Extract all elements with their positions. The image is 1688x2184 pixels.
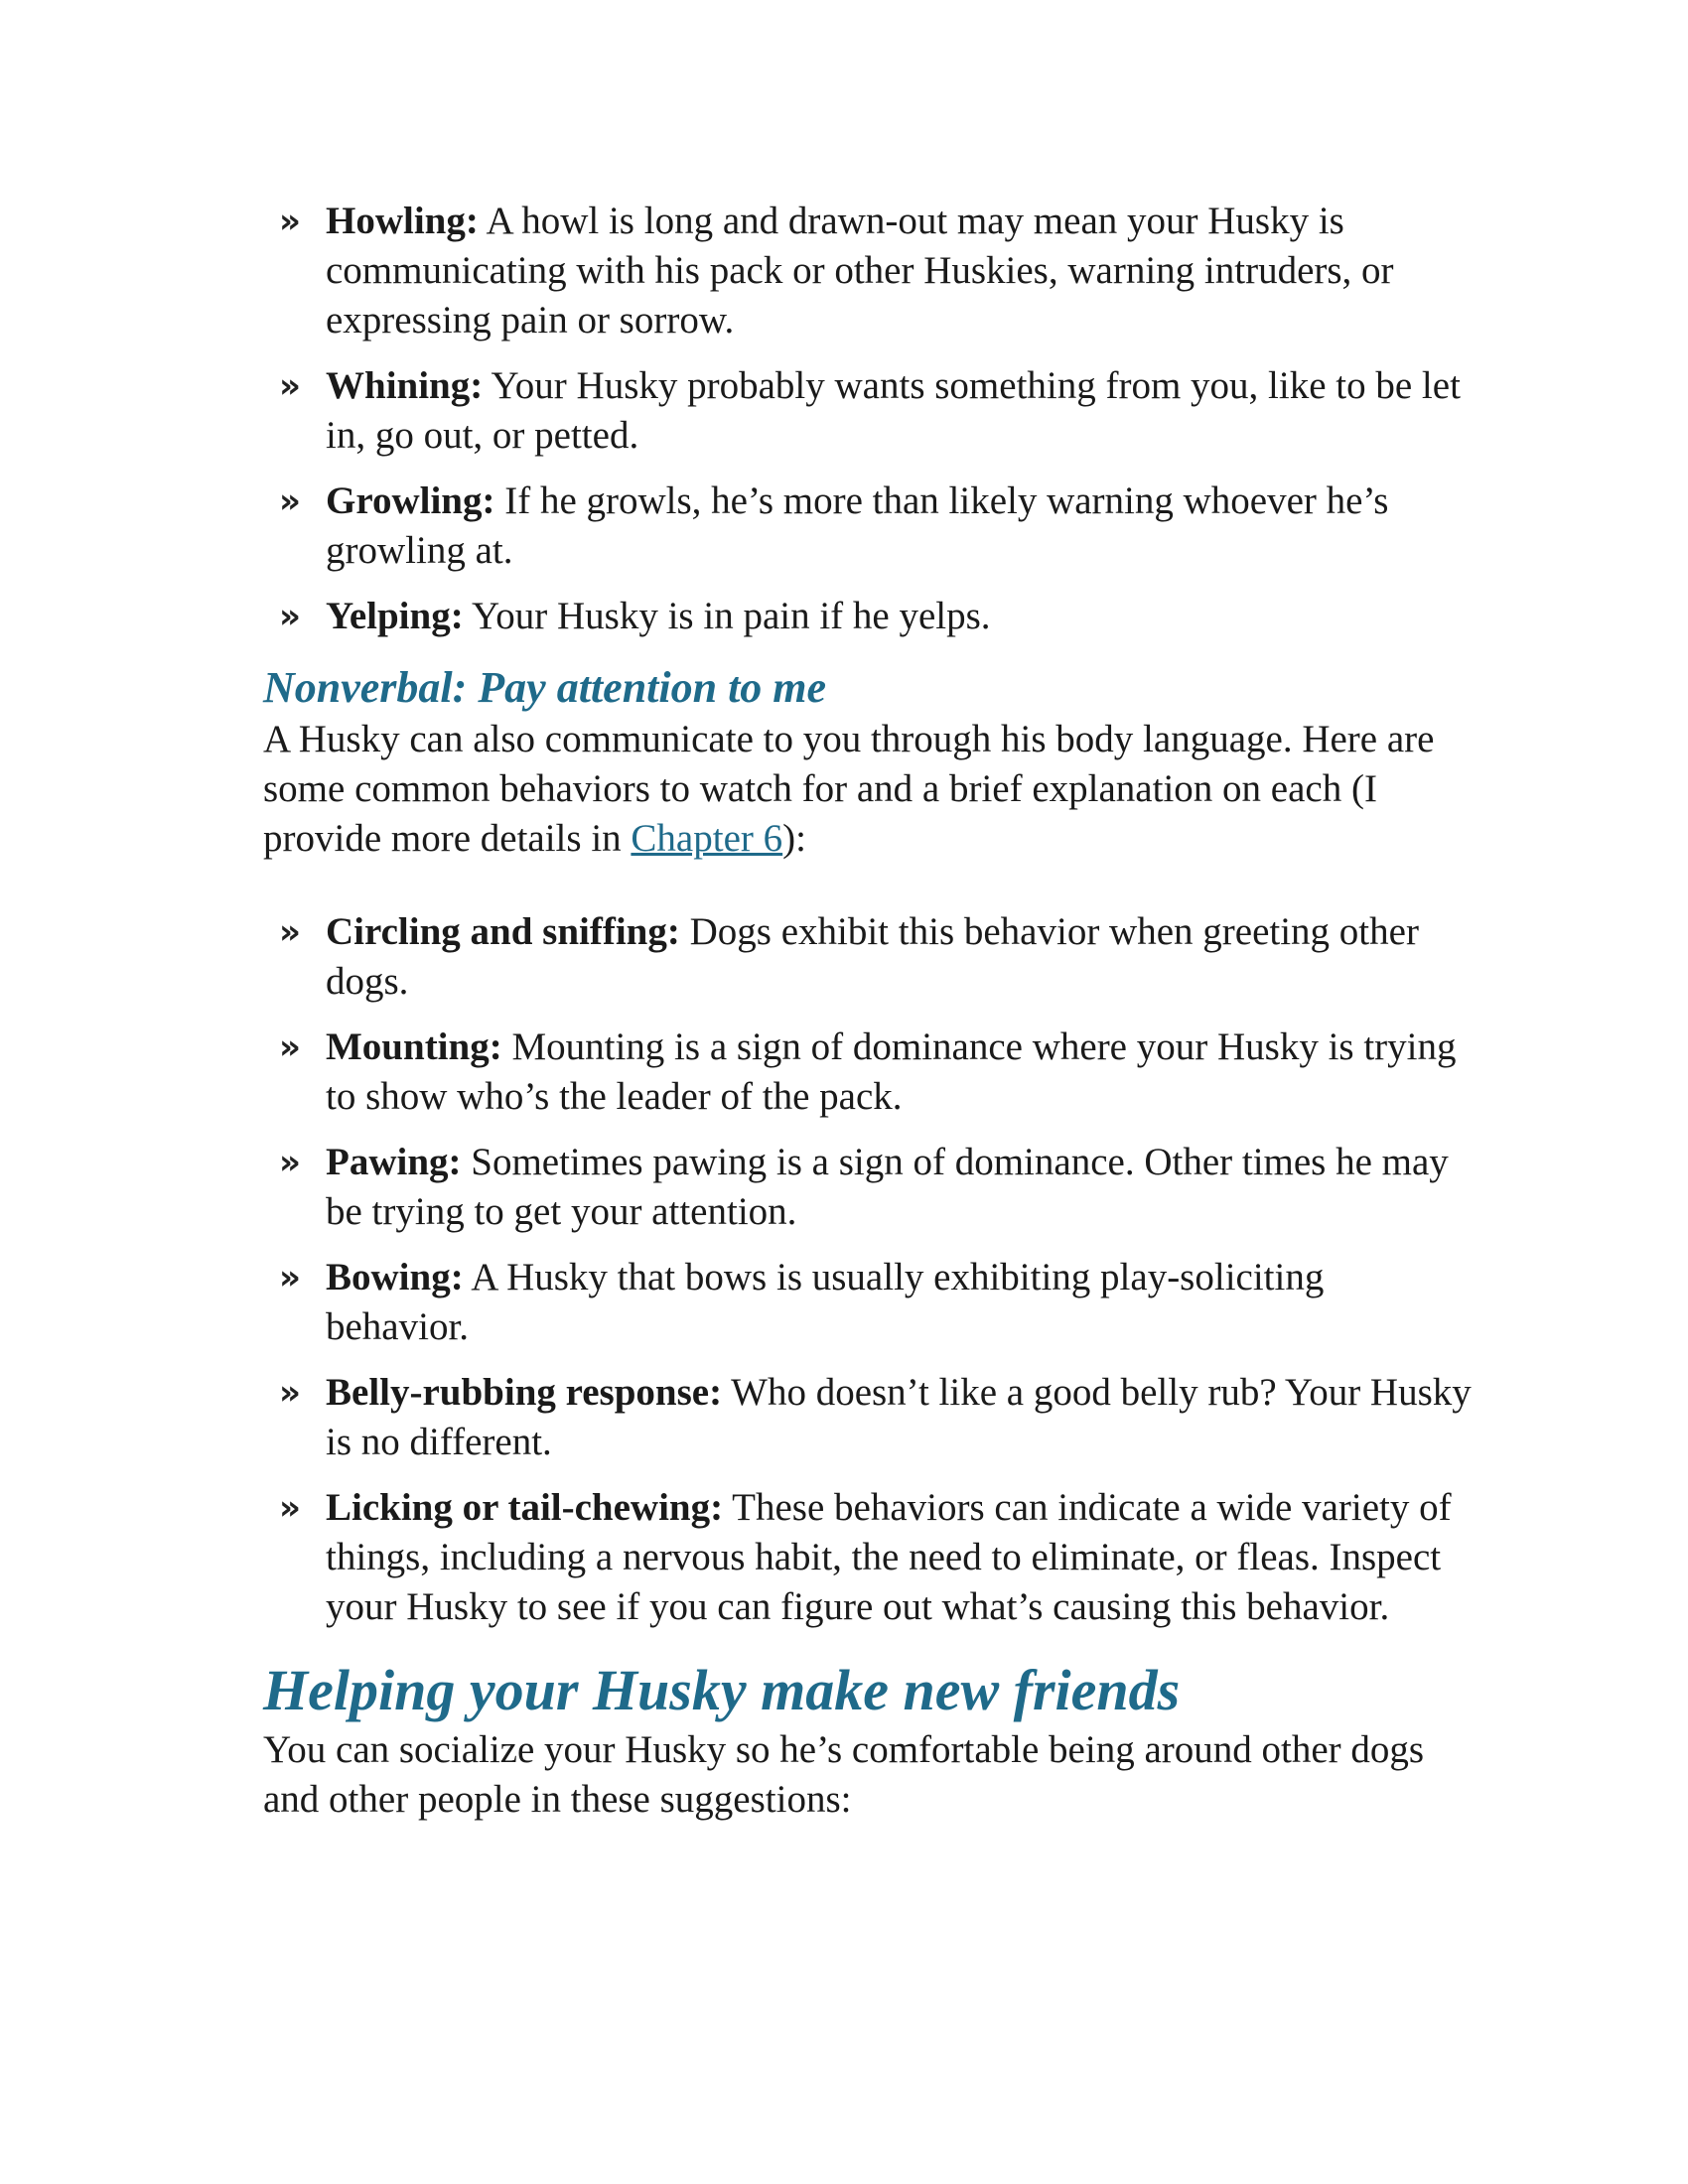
list-item bbox=[263, 1138, 1475, 1237]
page-content bbox=[263, 197, 1475, 1825]
list-item-term: Growling: bbox=[326, 479, 495, 522]
double-chevron-icon: » bbox=[279, 1488, 298, 1528]
list-item-term: Belly-rubbing response: bbox=[326, 1371, 723, 1414]
list-item-term: Licking or tail-chewing: bbox=[326, 1486, 724, 1529]
list-item bbox=[263, 1368, 1475, 1467]
list-item bbox=[263, 907, 1475, 1007]
list-item bbox=[263, 1253, 1475, 1352]
list-item-text: Sometimes pawing is a sign of dominance. Other times he may be trying to get your attention. bbox=[326, 1141, 1449, 1233]
vocal-behaviors-list bbox=[263, 197, 1475, 641]
list-item-text: Dogs exhibit this behavior when greeting other dogs. bbox=[326, 910, 1419, 1003]
friends-paragraph: You can socialize your Husky so he’s comfortable being around other dogs and other people in these suggestions: bbox=[263, 1728, 1425, 1821]
list-item bbox=[263, 477, 1475, 576]
list-item bbox=[263, 361, 1475, 461]
nonverbal-behaviors-list bbox=[263, 907, 1475, 1632]
list-item-text: Your Husky probably wants something from you, like to be let in, go out, or petted. bbox=[326, 364, 1461, 457]
list-item-text: These behaviors can indicate a wide variety of things, including a nervous habit, the need to eliminate, or fleas. Inspect your Husky to see if you can figure out what’s causing this behavior. bbox=[326, 1486, 1452, 1628]
list-item-term: Whining: bbox=[326, 364, 484, 407]
list-item bbox=[263, 197, 1475, 345]
friends-heading: Helping your Husky make new friends bbox=[263, 1658, 1181, 1722]
double-chevron-icon: » bbox=[279, 366, 298, 406]
list-item-term: Yelping: bbox=[326, 595, 464, 637]
list-item-term: Mounting: bbox=[326, 1025, 502, 1068]
double-chevron-icon: » bbox=[279, 202, 298, 241]
nonverbal-intro-end: ): bbox=[782, 817, 806, 860]
double-chevron-icon: » bbox=[279, 481, 298, 521]
double-chevron-icon: » bbox=[279, 1258, 298, 1297]
double-chevron-icon: » bbox=[279, 912, 298, 952]
nonverbal-intro bbox=[263, 715, 1475, 864]
list-item bbox=[263, 1483, 1475, 1632]
list-item bbox=[263, 1023, 1475, 1122]
list-item-text: Who doesn’t like a good belly rub? Your Husky is no different. bbox=[326, 1371, 1472, 1463]
list-item-text: A Husky that bows is usually exhibiting play-soliciting behavior. bbox=[326, 1256, 1325, 1348]
nonverbal-intro-text: A Husky can also communicate to you through his body language. Here are some common behaviors to watch for and a brief explanation on each (I provide more details in bbox=[263, 718, 1435, 860]
double-chevron-icon: » bbox=[279, 1373, 298, 1413]
double-chevron-icon: » bbox=[279, 1027, 298, 1067]
list-item-text: If he growls, he’s more than likely warning whoever he’s growling at. bbox=[326, 479, 1389, 572]
list-item-text: Mounting is a sign of dominance where your Husky is trying to show who’s the leader of the pack. bbox=[326, 1025, 1457, 1118]
list-item-term: Pawing: bbox=[326, 1141, 462, 1183]
list-item-term: Bowing: bbox=[326, 1256, 464, 1298]
list-item bbox=[263, 592, 1475, 641]
double-chevron-icon: » bbox=[279, 597, 298, 636]
list-item-text: A howl is long and drawn-out may mean your Husky is communicating with his pack or other Huskies, warning intruders, or expressing pain or sorrow. bbox=[326, 200, 1394, 341]
double-chevron-icon: » bbox=[279, 1143, 298, 1182]
nonverbal-heading: Nonverbal: Pay attention to me bbox=[263, 663, 827, 712]
list-item-term: Howling: bbox=[326, 200, 479, 242]
list-item-text: Your Husky is in pain if he yelps. bbox=[463, 595, 991, 637]
list-item-term: Circling and sniffing: bbox=[326, 910, 680, 953]
chapter-6-link[interactable]: Chapter 6 bbox=[631, 817, 783, 860]
